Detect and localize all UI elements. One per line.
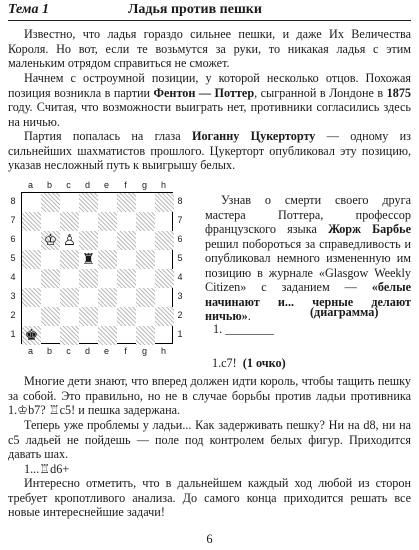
file-label: d (84, 346, 90, 356)
board-square (22, 269, 41, 288)
rank-label: 2 (10, 310, 16, 320)
board-square (79, 193, 98, 212)
rank-label: 4 (10, 272, 16, 282)
file-label: b (46, 180, 52, 190)
file-label: b (46, 346, 52, 356)
board-square (98, 269, 117, 288)
board-square (98, 307, 117, 326)
paragraph-rook-problems: Теперь уже проблемы у ладьи... Как задерживать пешку? Ни на d8, ни на c5 ладьей не пойдешь — поле под контролем белых фигур. Приходится давать шах. (8, 418, 411, 461)
paragraph-barbier: Узнав о смерти своего друга мастера Поттера, профессор французского языка Жорж Барбье решил побороться за справедливость и опубликовал немного измененную им позицию в журнале «Glasgow Weekly Citizen» с заданием — «белые начинают и... черные делают ничью». (205, 193, 411, 323)
page-title: Ладья против пешки (128, 2, 262, 17)
board-square (79, 212, 98, 231)
board-square (117, 231, 136, 250)
board-square (60, 193, 79, 212)
file-label: g (141, 180, 147, 190)
file-label: a (27, 346, 33, 356)
board-square (155, 288, 174, 307)
black-king-icon: ♚ (24, 326, 39, 344)
rank-label: 5 (10, 253, 16, 263)
file-label: c (66, 346, 71, 356)
paragraph-king-forward: Многие дети знают, что вперед должен идти король, чтобы тащить пешку за собой. Это правильно, но не в случае борьбы против ладьи противника 1.♔b7? ♖c5! и пешка задержана. (8, 374, 411, 417)
board-square (117, 269, 136, 288)
board-square (155, 193, 174, 212)
board-square (117, 250, 136, 269)
paragraph-fenton: Начнем с остроумной позиции, у которой несколько отцов. Похожая позиция возникла в партии Фентон — Поттер, сыгранной в Лондоне в 1875 году. Считая, что возможности выиграть нет, противники согласились здесь на ничью. (8, 71, 411, 129)
board-square (79, 288, 98, 307)
paragraph-zukertort: Партия попалась на глаза Иоганну Цукерторту — одному из сильнейших шахматистов прошлого. Цукерторт опубликовал эту позицию, указав несложный путь к выигрышу белых. (8, 129, 411, 172)
rank-label: 1 (10, 329, 16, 339)
board-square (41, 193, 60, 212)
board-square (155, 326, 174, 345)
rank-label: 8 (10, 196, 16, 206)
chess-diagram (5, 180, 185, 356)
rank-labels-right (174, 192, 186, 344)
move-2: 1...♖d6+ (24, 462, 70, 476)
board-square (136, 288, 155, 307)
board-square (22, 307, 41, 326)
diagram-note: (диаграмма) (310, 305, 379, 319)
rank-label: 6 (10, 234, 16, 244)
file-label: c (66, 180, 71, 190)
file-labels-bottom (21, 346, 173, 356)
white-king-icon: ♔ (43, 231, 58, 249)
file-label: h (160, 346, 166, 356)
board-square (41, 269, 60, 288)
board-square (98, 193, 117, 212)
board-square (98, 250, 117, 269)
board-square (117, 326, 136, 345)
board-square (117, 212, 136, 231)
board-square (155, 212, 174, 231)
answer-blank: 1. ________ (213, 322, 274, 336)
board-square (22, 288, 41, 307)
board-square (22, 231, 41, 250)
paragraph-intro: Известно, что ладья гораздо сильнее пешки, и даже Их Величества Короля. Но вот, если те возьмутся за руки, то никакая ладья с этим маленьким отрядом справиться не сможет. (8, 27, 411, 70)
file-label: d (84, 180, 90, 190)
rank-label: 3 (177, 291, 183, 301)
board-square (22, 212, 41, 231)
board-square (136, 326, 155, 345)
paragraph-conclusion: Интересно отметить, что в дальнейшем каждый ход любой из сторон требует кропотливого анализа. До самого конца приходится решать все новые интереснейшие задачи! (8, 476, 411, 519)
file-label: e (103, 346, 109, 356)
board-square (98, 326, 117, 345)
file-labels-top (21, 180, 173, 190)
rank-label: 4 (177, 272, 183, 282)
board-square (155, 269, 174, 288)
file-label: e (103, 180, 109, 190)
board-square (117, 193, 136, 212)
rank-labels-left (7, 192, 19, 344)
board-square (136, 269, 155, 288)
page-header (8, 2, 411, 21)
board-square (117, 288, 136, 307)
board-square (136, 212, 155, 231)
board-square (98, 231, 117, 250)
board-square (60, 288, 79, 307)
page-number: 6 (206, 532, 213, 546)
board-square (155, 231, 174, 250)
rank-label: 6 (177, 234, 183, 244)
board-square (98, 212, 117, 231)
board-square (60, 307, 79, 326)
rank-label: 7 (10, 215, 16, 225)
board-square (98, 288, 117, 307)
move-1: 1.c7! (1 очко) (212, 356, 286, 370)
board-square (41, 326, 60, 345)
board-square (117, 307, 136, 326)
board-square (60, 212, 79, 231)
rank-label: 8 (177, 196, 183, 206)
file-label: f (124, 346, 127, 356)
file-label: a (27, 180, 33, 190)
board-square (79, 269, 98, 288)
file-label: f (124, 180, 127, 190)
rank-label: 2 (177, 310, 183, 320)
board-square (41, 288, 60, 307)
board-square (136, 193, 155, 212)
board-square (60, 326, 79, 345)
file-label: g (141, 346, 147, 356)
board-square (22, 193, 41, 212)
rank-label: 1 (177, 329, 183, 339)
rank-label: 3 (10, 291, 16, 301)
board-square (41, 212, 60, 231)
board-square (155, 307, 174, 326)
file-label: h (160, 180, 166, 190)
board-square (41, 250, 60, 269)
black-rook-icon: ♜ (81, 250, 96, 268)
rank-label: 5 (177, 253, 183, 263)
board-square (60, 250, 79, 269)
chapter-label: Тема 1 (8, 2, 50, 17)
board-square (136, 231, 155, 250)
board-square (22, 250, 41, 269)
white-pawn-icon: ♙ (62, 231, 77, 249)
board-square (136, 250, 155, 269)
board-square (136, 307, 155, 326)
board-square (155, 250, 174, 269)
board-square (79, 326, 98, 345)
board-square (79, 231, 98, 250)
board-square (41, 307, 60, 326)
board-square (60, 269, 79, 288)
rank-label: 7 (177, 215, 183, 225)
board-square (79, 307, 98, 326)
